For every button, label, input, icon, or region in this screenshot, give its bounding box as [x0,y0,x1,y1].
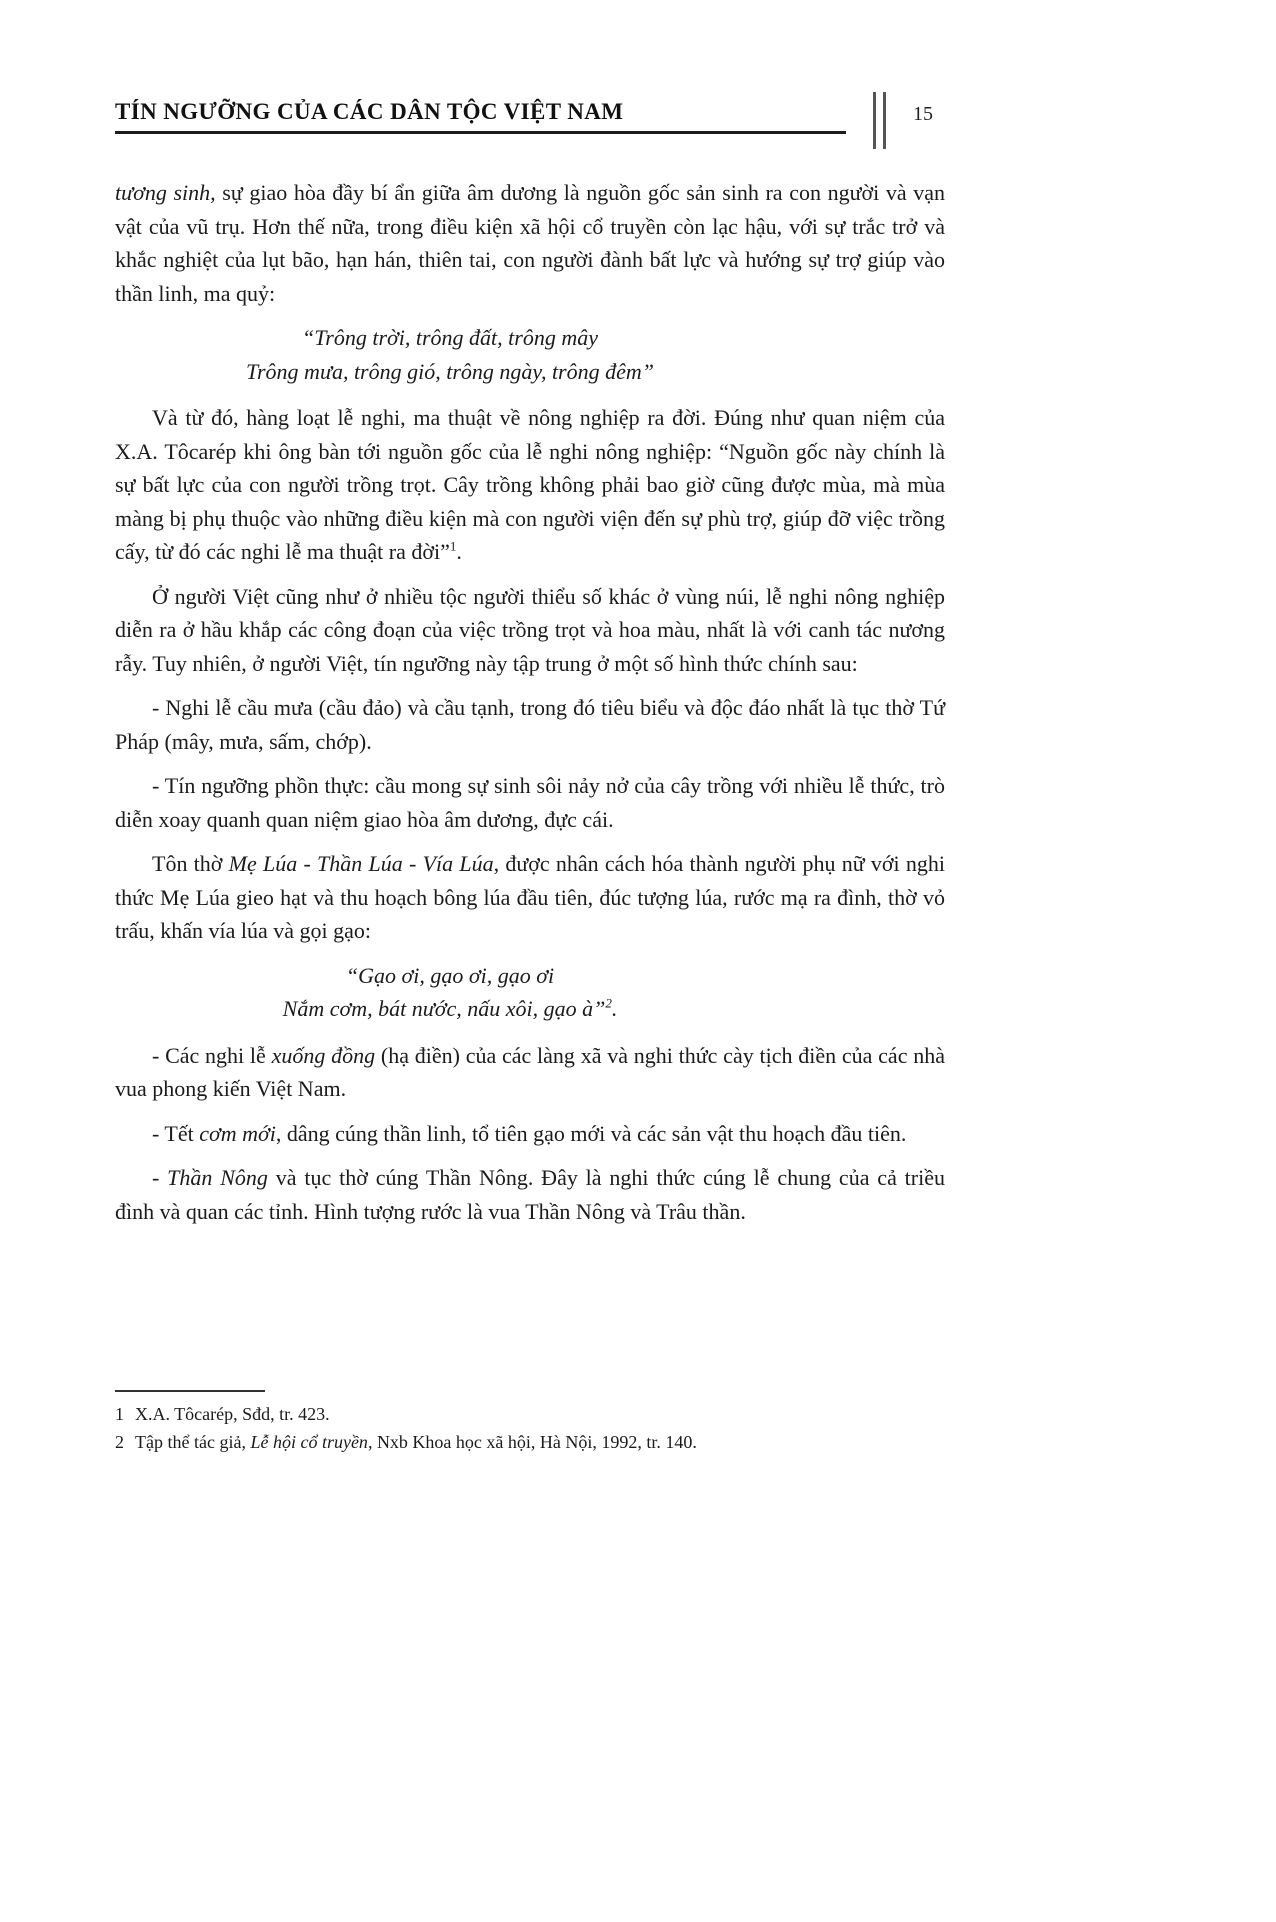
italic-term: tương sinh, [115,180,216,205]
text-segment: Và từ đó, hàng loạt lễ nghi, ma thuật về nông nghiệp ra đời. Đúng như quan niệm của X.A. Tôcarép khi ông bàn tới nguồn gốc của lễ nghi nông nghiệp: “Nguồn gốc này chính là sự bất lực của con người trồng trọt. Cây trồng không phải bao giờ cũng được mùa, mà mùa màng bị phụ thuộc vào những điều kiện mà con người viện đến sự phù trợ, giúp đỡ việc trồng cấy, từ đó các nghi lễ ma thuật ra đời” [115,405,945,564]
text-segment: . [456,539,462,564]
paragraph-5-bullet: - Tín ngưỡng phồn thực: cầu mong sự sinh sôi nảy nở của cây trồng với nhiều lễ thức, trò diễn xoay quanh quan niệm giao hòa âm dương, đực cái. [115,773,945,832]
header-double-bar-divider [873,92,886,149]
italic-term: cơm mới [199,1120,276,1146]
text-segment: sự giao hòa đầy bí ẩn giữa âm dương là nguồn gốc sản sinh ra con người và vạn vật của vũ trụ. Hơn thế nữa, trong điều kiện xã hội cổ truyền còn lạc hậu, với sự trắc trở và khắc nghiệt của lụt bão, hạn hán, thiên tai, con người đành bất lực và hướng sự trợ giúp vào thần linh, ma quỷ: [115,180,945,306]
verse-quote-1 [115,321,785,388]
paragraph-9-bullet [115,1161,945,1228]
header-underline [115,131,846,134]
page-body [115,176,945,1239]
footnote-2 [115,1428,945,1456]
text-segment: - Các nghi lễ [152,1042,272,1068]
page-header-title: TÍN NGƯỠNG CỦA CÁC DÂN TỘC VIỆT NAM [115,99,624,124]
paragraph-2 [115,401,945,569]
paragraph-7-bullet [115,1039,945,1106]
italic-term: xuống đồng [271,1042,376,1068]
footnote-number: 1 [115,1404,124,1424]
text-segment: . [611,996,618,1021]
text-segment: Nắm cơm, bát nước, nấu xôi, gạo à” [282,996,606,1021]
footnote-1 [115,1400,945,1428]
verse-line: “Trông trời, trông đất, trông mây [302,325,598,350]
text-segment: - [152,1165,168,1190]
paragraph-8-bullet [115,1117,945,1151]
footnote-text: X.A. Tôcarép, Sđd, tr. 423. [135,1404,330,1424]
paragraph-4-bullet: - Nghi lễ cầu mưa (cầu đảo) và cầu tạnh, trong đó tiêu biểu và độc đáo nhất là tục thờ Tứ Pháp (mây, mưa, sấm, chớp). [115,695,945,754]
footnote-text: Tập thể tác giả, [135,1432,251,1452]
verse-line: “Gạo ơi, gạo ơi, gạo ơi [345,962,555,988]
footnote-ref-1: 1 [449,538,457,554]
text-segment: , được nhân cách hóa thành người phụ nữ với nghi thức Mẹ Lúa gieo hạt và thu hoạch bông lúa đầu tiên, đúc tượng lúa, rước mạ ra đình, thờ vỏ trấu, khấn vía lúa và gọi gạo: [115,851,945,943]
text-segment: và tục thờ cúng Thần Nông. Đây là nghi thức cúng lễ chung của cả triều đình và quan các tỉnh. Hình tượng rước là vua Thần Nông và Trâu thần. [115,1165,945,1224]
verse-quote-2 [115,959,785,1026]
footnotes [115,1390,945,1456]
text-segment: - Tết [152,1120,200,1146]
footnote-ref-2: 2 [605,995,612,1011]
text-segment: Tôn thờ [152,851,229,876]
footnote-number: 2 [115,1432,124,1452]
paragraph-6 [115,847,945,948]
paragraph-1 [115,176,945,310]
italic-term: Thần Nông [167,1165,268,1190]
footnote-book-title: Lễ hội cổ truyền [250,1432,368,1452]
text-segment: (hạ điền) của các làng xã và nghi thức cày tịch điền của các nhà vua phong kiến Việt Nam. [115,1042,945,1101]
page-number: 15 [913,103,933,125]
page-header [115,99,945,161]
text-segment: , dâng cúng thần linh, tổ tiên gạo mới và các sản vật thu hoạch đầu tiên. [275,1120,907,1146]
verse-line [115,992,785,1026]
italic-term: Mẹ Lúa - Thần Lúa - Vía Lúa [228,851,494,876]
footnote-text: , Nxb Khoa học xã hội, Hà Nội, 1992, tr. 140. [367,1432,697,1452]
verse-line: Trông mưa, trông gió, trông ngày, trông đêm” [245,358,655,384]
footnote-separator [115,1390,265,1392]
paragraph-3: Ở người Việt cũng như ở nhiều tộc người thiểu số khác ở vùng núi, lễ nghi nông nghiệp diễn ra ở hầu khắp các công đoạn của việc trồng trọt và hoa màu, nhất là với canh tác nương rẫy. Tuy nhiên, ở người Việt, tín ngưỡng này tập trung ở một số hình thức chính sau: [115,583,945,676]
